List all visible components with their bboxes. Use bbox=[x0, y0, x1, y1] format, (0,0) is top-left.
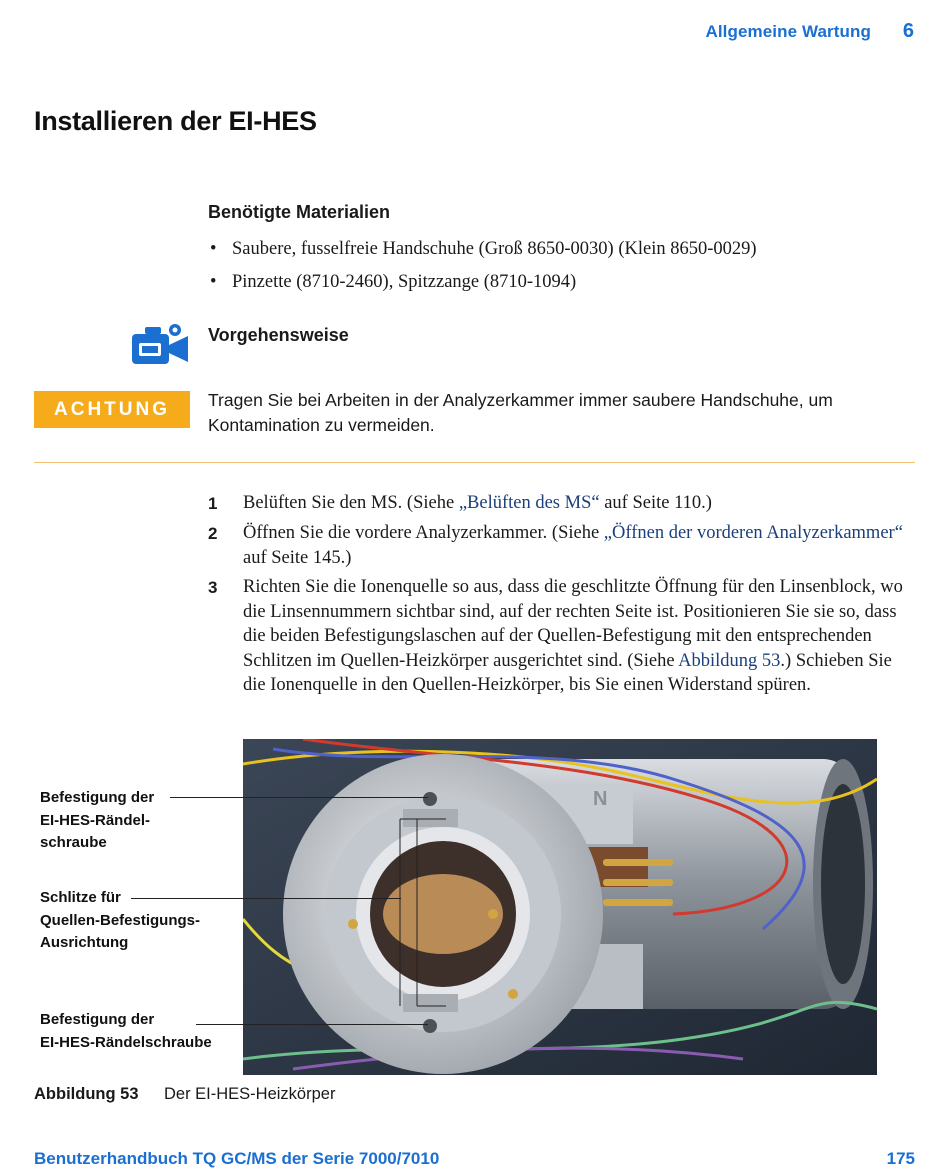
step-number: 3 bbox=[208, 578, 218, 597]
page-number: 175 bbox=[886, 1149, 915, 1168]
step-link[interactable]: Abbildung 53 bbox=[678, 650, 781, 671]
list-item-text: Saubere, fusselfreie Handschuhe (Groß 8650-0030) (Klein 8650-0029) bbox=[232, 239, 757, 259]
callout-line: Ausrichtung bbox=[40, 934, 129, 951]
step-text-pre: Richten Sie die Ionenquelle so aus, dass die geschlitzte Öffnung für den Linsenblock, wo die Linsennummern sichtbar sind, auf der rechten Seite ist. Positionieren Sie sie so, dass die beiden Befestigungslaschen auf der Quellen-Befestigung mit den entsprechenden Schlitzen im Quellen-Heizkörper ausgerichtet sind. (Siehe bbox=[243, 577, 903, 671]
step-3 bbox=[208, 575, 914, 698]
figure-label: Abbildung 53 bbox=[34, 1085, 139, 1103]
bullet-icon: • bbox=[210, 239, 217, 259]
callout-line: Quellen-Befestigungs- bbox=[40, 911, 201, 929]
step-link[interactable]: „Öffnen der vorderen Analyzerkammer“ bbox=[603, 523, 903, 543]
step-number: 2 bbox=[208, 524, 218, 543]
page-title: Installieren der EI-HES bbox=[34, 106, 317, 136]
step-text bbox=[243, 491, 914, 517]
step-1 bbox=[208, 491, 914, 517]
materials-heading: Benötigte Materialien bbox=[208, 202, 391, 222]
list-item-text: Pinzette (8710-2460), Spitzzange (8710-1094) bbox=[232, 272, 577, 292]
caution-text: Tragen Sie bei Arbeiten in der Analyzerkammer immer saubere Handschuhe, um Kontamination zu vermeiden. bbox=[208, 390, 833, 435]
leader-line bbox=[170, 797, 428, 798]
chapter-number: 6 bbox=[902, 20, 914, 42]
photo-letter: N bbox=[593, 788, 608, 810]
leader-line bbox=[131, 898, 401, 899]
list-item bbox=[210, 239, 757, 260]
callout-line: schraube bbox=[40, 834, 107, 851]
callout-line: Befestigung der bbox=[40, 789, 155, 806]
callout-thumbscrew-bottom bbox=[40, 1009, 212, 1054]
step-text bbox=[243, 575, 914, 698]
callout-line: Schlitze für bbox=[40, 889, 121, 906]
step-text-post: auf Seite 145.) bbox=[243, 547, 352, 568]
callout-thumbscrew-top bbox=[40, 787, 154, 855]
step-link[interactable]: „Belüften des MS“ bbox=[458, 493, 600, 513]
chapter-title: Allgemeine Wartung bbox=[705, 22, 871, 41]
step-text bbox=[243, 521, 914, 570]
callout-line: EI-HES-Rändelschraube bbox=[40, 1033, 212, 1051]
list-item bbox=[210, 272, 576, 293]
procedure-heading: Vorgehensweise bbox=[208, 325, 349, 345]
callout-line: EI-HES-Rändel- bbox=[40, 811, 151, 829]
step-text-post: auf Seite 110.) bbox=[599, 493, 712, 513]
step-text-pre: Belüften Sie den MS. (Siehe bbox=[243, 493, 459, 513]
caution-badge: ACHTUNG bbox=[34, 391, 190, 428]
divider bbox=[34, 462, 915, 463]
figure-caption: Der EI-HES-Heizkörper bbox=[164, 1085, 336, 1103]
video-camera-icon bbox=[131, 323, 189, 365]
step-text-pre: Öffnen Sie die vordere Analyzerkammer. (Siehe bbox=[243, 523, 604, 543]
footer-title: Benutzerhandbuch TQ GC/MS der Serie 7000/7010 bbox=[34, 1149, 440, 1168]
step-2 bbox=[208, 521, 914, 570]
leader-line bbox=[196, 1024, 428, 1025]
callout-line: Befestigung der bbox=[40, 1011, 155, 1028]
step-number: 1 bbox=[208, 494, 218, 513]
step-text-post: .) Schieben Sie die Ionenquelle in den Quellen-Heizkörper, bis Sie einen Widerstand spüren. bbox=[243, 650, 892, 695]
bullet-icon: • bbox=[210, 272, 217, 292]
